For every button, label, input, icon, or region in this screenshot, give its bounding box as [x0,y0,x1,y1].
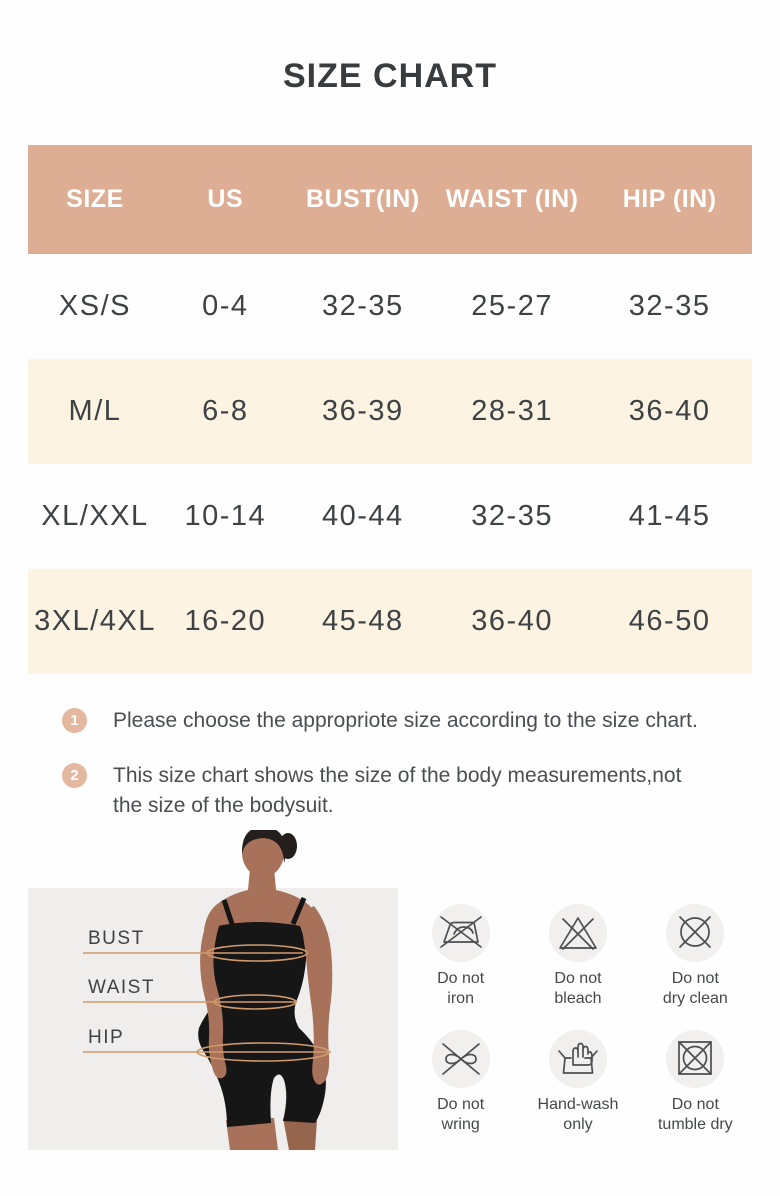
do-not-iron-icon [433,905,489,961]
model-figure [0,830,400,1160]
waist-cell: 32-35 [437,464,587,569]
hip-cell: 32-35 [587,254,752,359]
care-item [432,1030,490,1135]
waist-cell: 28-31 [437,359,587,464]
care-item [658,1030,733,1135]
bust-cell: 45-48 [289,569,437,674]
note-item [62,706,762,736]
size-cell: XL/XXL [28,464,162,569]
care-item [549,904,607,1009]
us-cell: 0-4 [162,254,289,359]
table-row [28,254,752,359]
us-cell: 10-14 [162,464,289,569]
hand-wash-only-icon [550,1031,606,1087]
care-label: Do not bleach [554,970,602,1007]
bust-cell: 36-39 [289,359,437,464]
col-header-waist: WAIST (IN) [437,145,587,254]
hip-cell: 41-45 [587,464,752,569]
col-header-size: SIZE [28,145,162,254]
col-header-bust: BUST(IN) [289,145,437,254]
bust-cell: 32-35 [289,254,437,359]
note-text [113,706,698,736]
do-not-wring-icon [433,1031,489,1087]
note-number-badge: 1 [62,708,87,733]
note-item [62,761,762,821]
note-text [113,761,681,821]
size-cell: M/L [28,359,162,464]
page-title: SIZE CHART [283,57,497,95]
do-not-tumble-dry-icon [667,1031,723,1087]
size-cell: 3XL/4XL [28,569,162,674]
care-label: Do not iron [437,970,485,1007]
waist-cell: 36-40 [437,569,587,674]
size-cell: XS/S [28,254,162,359]
measurement-guide-section [0,830,780,1196]
care-item [432,904,490,1009]
waist-label: WAIST [88,977,155,998]
care-instructions [402,904,754,1135]
note-number-badge: 2 [62,763,87,788]
care-label: Hand-wash only [537,1096,619,1133]
us-cell: 16-20 [162,569,289,674]
note-line: Please choose the appropriote size according to the size chart. [113,709,698,732]
table-row [28,359,752,464]
care-label: Do not dry clean [662,970,728,1007]
hip-cell: 36-40 [587,359,752,464]
table-header-row [28,145,752,254]
care-item [663,904,728,1009]
hip-cell: 46-50 [587,569,752,674]
us-cell: 6-8 [162,359,289,464]
col-header-hip: HIP (IN) [587,145,752,254]
waist-cell: 25-27 [437,254,587,359]
care-label: Do not wring [437,1096,485,1133]
col-header-us: US [162,145,289,254]
hip-label: HIP [88,1027,125,1048]
do-not-bleach-icon [550,905,606,961]
table-row [28,464,752,569]
table-row [28,569,752,674]
do-not-dry-clean-icon [667,905,723,961]
care-label: Do not tumble dry [657,1096,733,1133]
size-chart-table [28,145,752,674]
bust-cell: 40-44 [289,464,437,569]
notes-section [62,706,762,846]
bust-label: BUST [88,928,145,949]
care-item [538,1030,619,1135]
note-line: the size of the bodysuit. [113,794,334,817]
note-line: This size chart shows the size of the body measurements,not [113,764,682,787]
